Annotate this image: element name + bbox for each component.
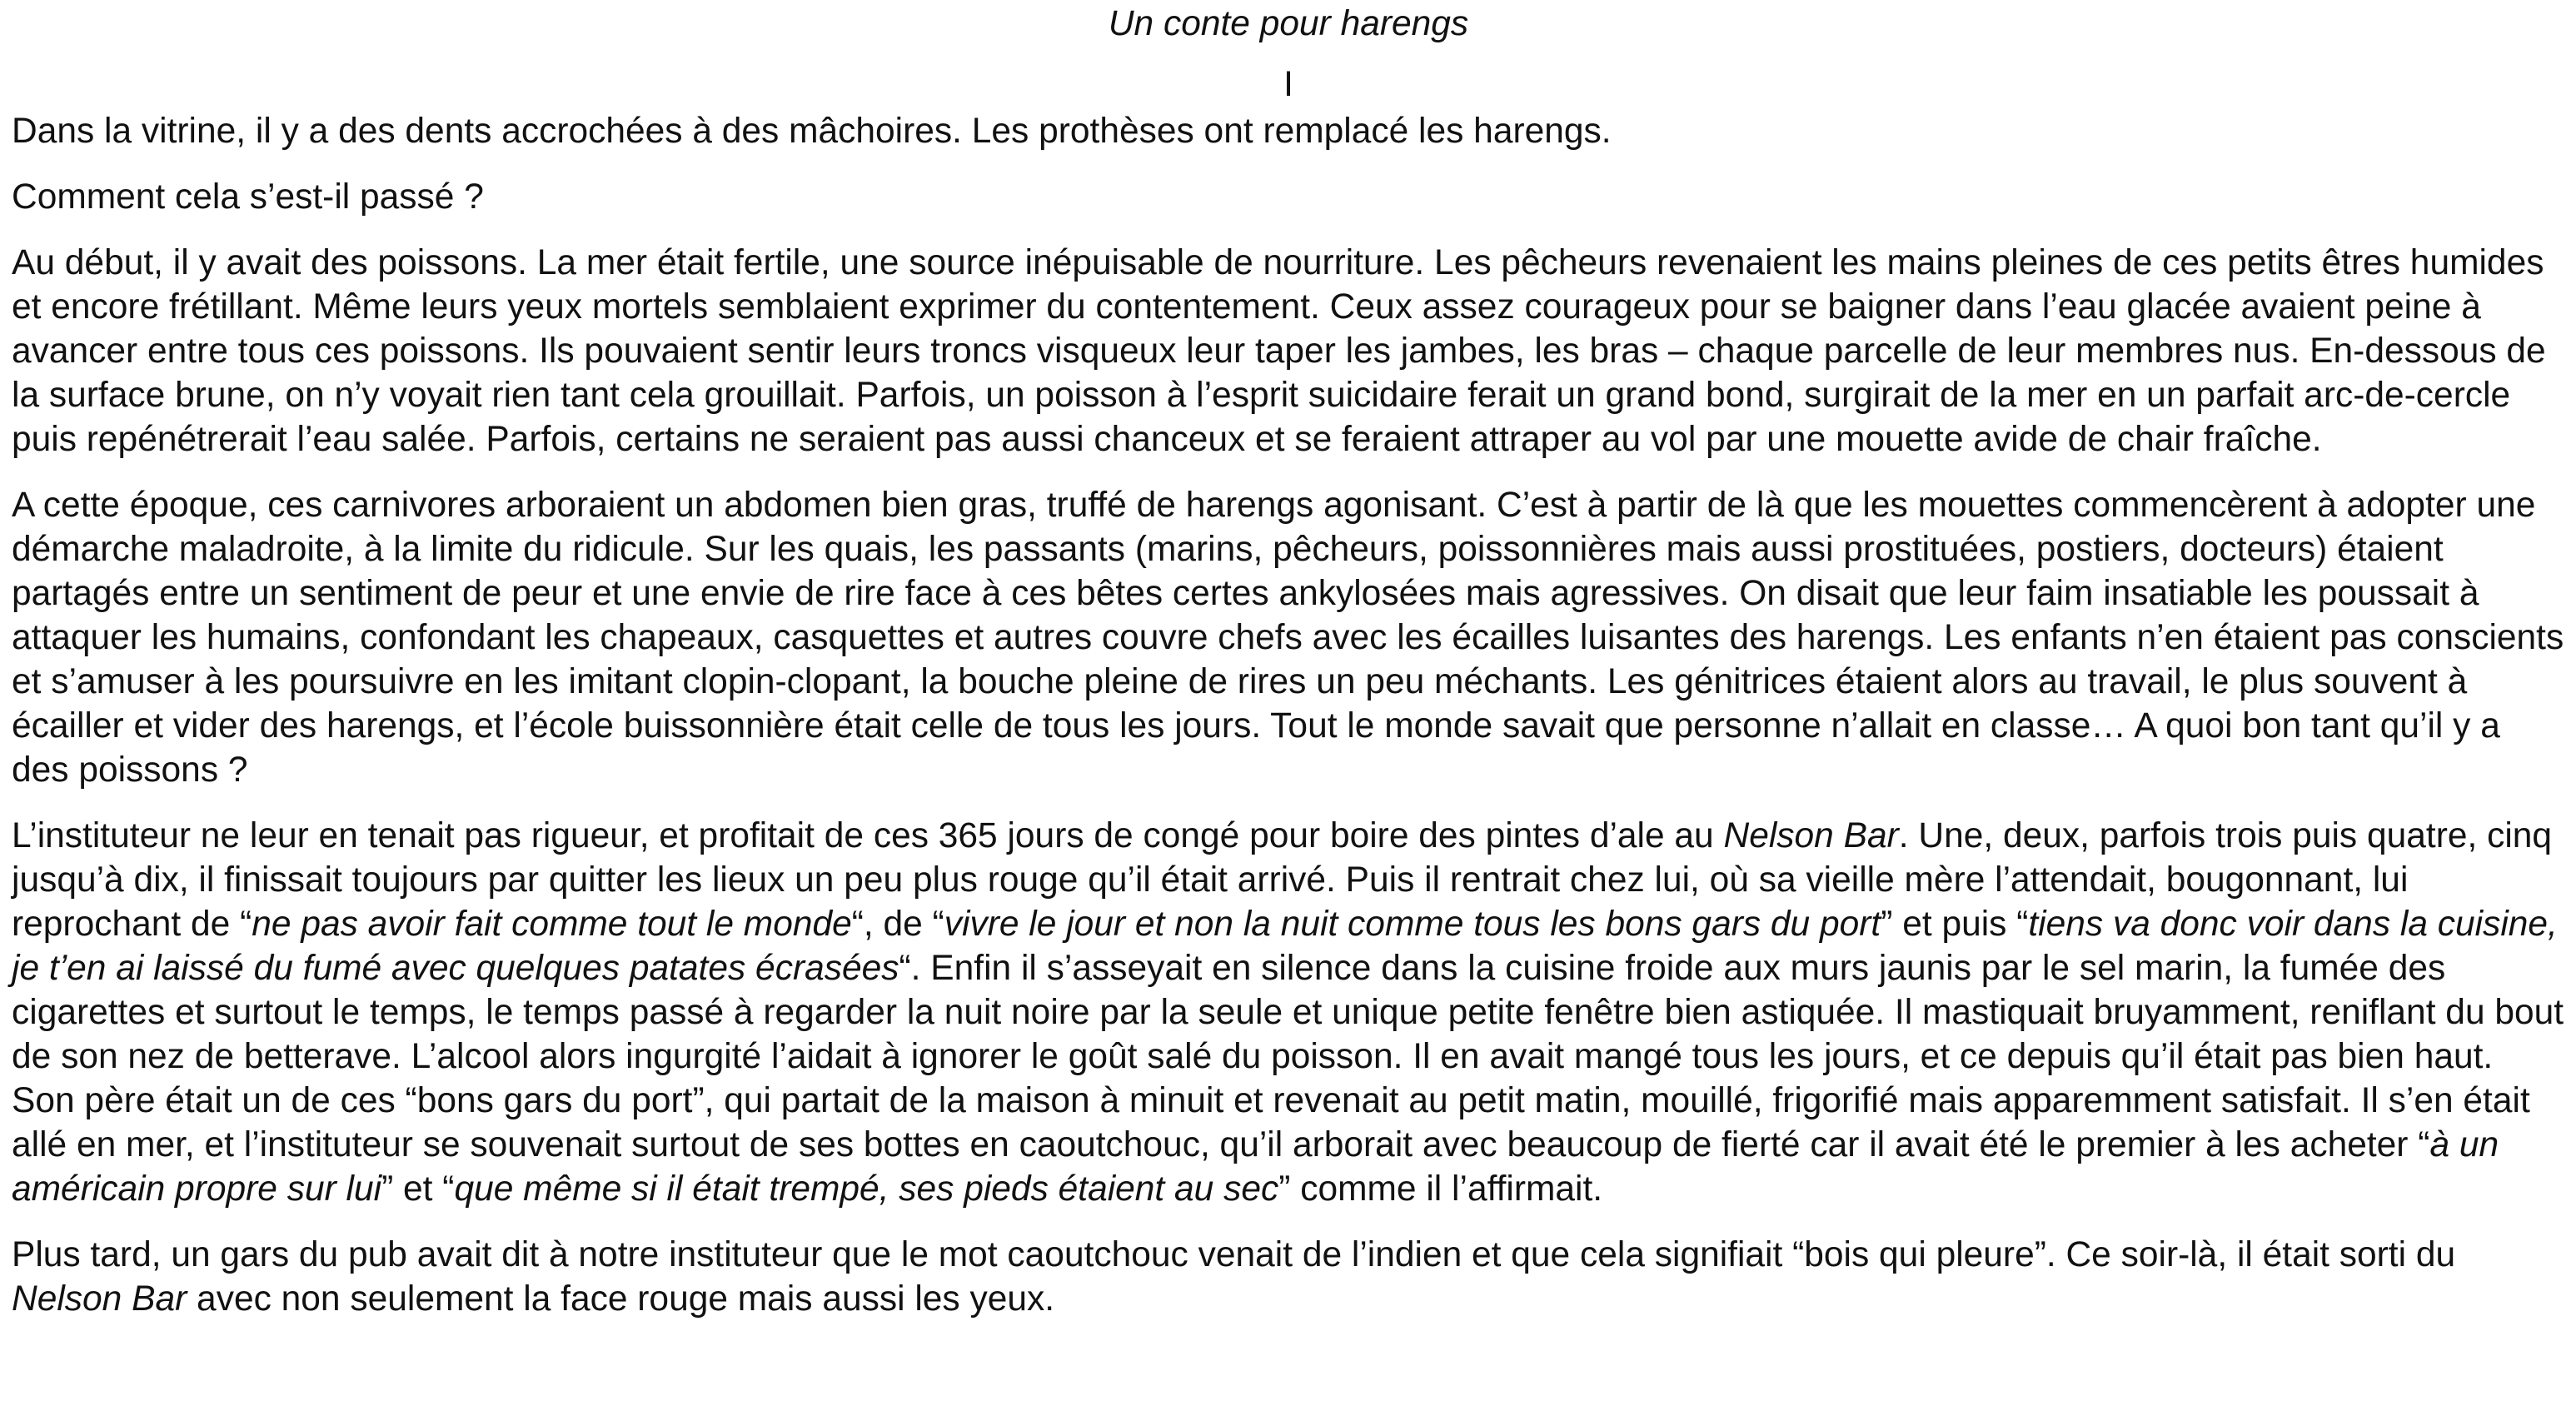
- text-run: ” et puis “: [1881, 905, 2029, 944]
- document-title: Un conte pour harengs: [1108, 4, 1469, 43]
- text-run: ” et “: [381, 1169, 455, 1209]
- quote: ne pas avoir fait comme tout le monde: [252, 905, 852, 944]
- text-run: Plus tard, un gars du pub avait dit à notre instituteur que le mot caoutchouc venait de l’indien et que cela signifiait “bois qui pleure”. Ce soir-là, il était sorti du: [12, 1235, 2456, 1274]
- text-run: avec non seulement la face rouge mais aussi les yeux.: [187, 1279, 1055, 1319]
- text-run: ” comme il l’affirmait.: [1278, 1169, 1603, 1209]
- paragraph-4: A cette époque, ces carnivores arboraient un abdomen bien gras, truffé de harengs agonisant. C’est à partir de là que les mouettes commencèrent à adopter une démarche maladroite, à la limite du ridicule. Sur les quais, les passants (marins, pêcheurs, poissonnières mais aussi prostituées, postiers, docteurs) étaient partagés entre un sentiment de peur et une envie de rire face à ces bêtes certes ankylosées mais agressives. On disait que leur faim insatiable les poussait à attaquer les humains, confondant les chapeaux, casquettes et autres couvre chefs avec les écailles luisantes des harengs. Les enfants n’en étaient pas conscients et s’amuser à les poursuivre en les imitant clopin-clopant, la bouche pleine de rires un peu méchants. Les génitrices étaient alors au travail, le plus souvent à écailler et vider des harengs, et l’école buissonnière était celle de tous les jours. Tout le monde savait que personne n’allait en classe… A quoi bon tant qu’il y a des poissons ?: [12, 486, 2564, 790]
- quote: vivre le jour et non la nuit comme tous les bons gars du port: [944, 905, 1881, 944]
- paragraph-5: [12, 814, 2565, 1211]
- chapter-number: I: [1283, 65, 1293, 104]
- text-run: “. Enfin il s’asseyait en silence dans la cuisine froide aux murs jaunis par le sel marin, la fumée des cigarettes et surtout le temps, le temps passé à regarder la nuit noire par la seule et unique petite fenêtre bien astiquée. Il mastiquait bruyamment, reniflant du bout de son nez de betterave. L’alcool alors ingurgité l’aidait à ignorer le goût salé du poisson. Il en avait mangé tous les jours, et ce depuis qu’il était pas bien haut. Son père était un de ces “bons gars du port”, qui partait de la maison à minuit et revenait au petit matin, mouillé, frigorifié mais apparemment satisfait. Il s’en était allé en mer, et l’instituteur se souvenait surtout de ses bottes en caoutchouc, qu’il arborait avec beaucoup de fierté car il avait été le premier à les acheter “: [12, 949, 2564, 1164]
- bar-name: Nelson Bar: [1723, 816, 1899, 855]
- quote: tiens va donc voir dans la cuisine, je t’en ai laissé du fumé avec quelques patates écrasées: [12, 905, 2558, 988]
- document-page: [12, 0, 2565, 1343]
- paragraph-2: Comment cela s’est-il passé ?: [12, 177, 484, 217]
- paragraph-6: [12, 1233, 2565, 1321]
- paragraph-3: Au début, il y avait des poissons. La mer était fertile, une source inépuisable de nourriture. Les pêcheurs revenaient les mains pleines de ces petits êtres humides et encore frétillant. Même leurs yeux mortels semblaient exprimer du contentement. Ceux assez courageux pour se baigner dans l’eau glacée avaient peine à avancer entre tous ces poissons. Ils pouvaient sentir leurs troncs visqueux leur taper les jambes, les bras – chaque parcelle de leur membres nus. En-dessous de la surface brune, on n’y voyait rien tant cela grouillait. Parfois, un poisson à l’esprit suicidaire ferait un grand bond, surgirait de la mer en un parfait arc-de-cercle puis repénétrerait l’eau salée. Parfois, certains ne seraient pas aussi chanceux et se feraient attraper au vol par une mouette avide de chair fraîche.: [12, 243, 2546, 459]
- text-run: “, de “: [851, 905, 944, 944]
- bar-name: Nelson Bar: [12, 1279, 187, 1319]
- quote: à un américain propre sur lui: [12, 1125, 2499, 1209]
- quote: que même si il était trempé, ses pieds étaient au sec: [454, 1169, 1279, 1209]
- text-run: L’instituteur ne leur en tenait pas rigueur, et profitait de ces 365 jours de congé pour boire des pintes d’ale au: [12, 816, 1724, 855]
- text-run: . Une, deux, parfois trois puis quatre, cinq jusqu’à dix, il finissait toujours par quitter les lieux un peu plus rouge qu’il était arrivé. Puis il rentrait chez lui, où sa vieille mère l’attendait, bougonnant, lui reprochant de “: [12, 816, 2553, 944]
- paragraph-1: Dans la vitrine, il y a des dents accrochées à des mâchoires. Les prothèses ont remplacé les harengs.: [12, 112, 1612, 151]
